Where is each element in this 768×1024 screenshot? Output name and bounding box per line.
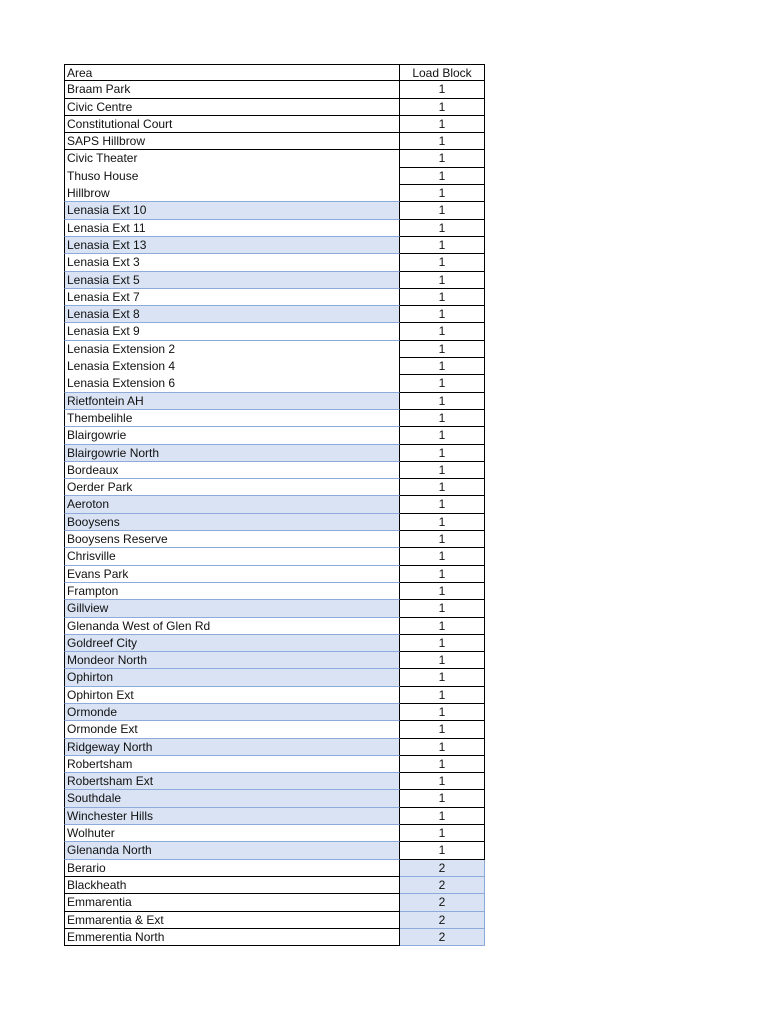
area-cell: Goldreef City: [64, 634, 400, 652]
table-row: [64, 669, 485, 686]
area-cell: Rietfontein AH: [64, 392, 400, 410]
load-block-table: [64, 64, 485, 946]
table-row: [64, 808, 485, 825]
load-block-cell: 1: [400, 548, 485, 565]
table-row: [64, 548, 485, 565]
table-row: [64, 877, 485, 894]
load-block-cell: 1: [400, 479, 485, 496]
load-block-cell: 1: [400, 237, 485, 254]
load-block-cell: 1: [400, 358, 485, 375]
area-cell: Ridgeway North: [64, 738, 400, 756]
load-block-cell: 1: [400, 687, 485, 704]
area-cell: Blackheath: [64, 877, 400, 894]
area-cell: Lenasia Ext 9: [64, 323, 400, 340]
load-block-cell: 1: [400, 756, 485, 773]
table-row: [64, 929, 485, 946]
load-block-cell: 1: [400, 531, 485, 548]
load-block-cell: 1: [400, 600, 485, 617]
load-block-cell: 1: [400, 773, 485, 790]
area-cell: Oerder Park: [64, 479, 400, 496]
area-cell: Civic Centre: [64, 99, 400, 116]
area-cell: Berario: [64, 860, 400, 877]
table-row: [64, 652, 485, 669]
load-block-cell: 1: [400, 410, 485, 427]
load-block-cell: 1: [400, 81, 485, 98]
area-cell: Lenasia Ext 10: [64, 201, 400, 219]
area-cell: Aeroton: [64, 495, 400, 513]
area-cell: Robertsham: [64, 756, 400, 773]
area-cell: Emmerentia North: [64, 929, 400, 946]
area-cell: Emmarentia: [64, 894, 400, 911]
area-cell: Glenanda North: [64, 841, 400, 859]
load-block-cell: 1: [400, 150, 485, 167]
table-row: [64, 790, 485, 807]
load-block-cell: 1: [400, 825, 485, 842]
load-block-cell: 1: [400, 721, 485, 738]
header-load-block: Load Block: [400, 64, 485, 81]
load-block-cell: 1: [400, 323, 485, 340]
area-cell: Mondeor North: [64, 651, 400, 669]
load-block-cell: 1: [400, 514, 485, 531]
load-block-cell: 1: [400, 704, 485, 721]
area-cell: Frampton: [64, 583, 400, 600]
area-cell: Wolhuter: [64, 825, 400, 842]
area-cell: Robertsham Ext: [64, 772, 400, 790]
load-block-cell: 1: [400, 739, 485, 756]
table-row: [64, 721, 485, 738]
table-row: [64, 739, 485, 756]
table-row: [64, 600, 485, 617]
area-cell: Ophirton Ext: [64, 687, 400, 704]
load-block-cell: 2: [400, 877, 485, 894]
area-cell: Hillbrow: [64, 185, 400, 202]
area-cell: Thembelihle: [64, 410, 400, 427]
area-cell: Lenasia Ext 5: [64, 271, 400, 289]
area-cell: Emmarentia & Ext: [64, 912, 400, 929]
table-row: [64, 185, 485, 202]
table-row: [64, 860, 485, 877]
area-cell: Constitutional Court: [64, 116, 400, 133]
table-row: [64, 479, 485, 496]
table-row: [64, 756, 485, 773]
table-row: [64, 618, 485, 635]
area-cell: Lenasia Ext 7: [64, 289, 400, 306]
load-block-cell: 1: [400, 790, 485, 807]
area-cell: Winchester Hills: [64, 807, 400, 825]
load-block-cell: 2: [400, 860, 485, 877]
table-row: [64, 912, 485, 929]
load-block-cell: 1: [400, 445, 485, 462]
load-block-cell: 1: [400, 220, 485, 237]
table-row: [64, 116, 485, 133]
load-block-cell: 1: [400, 618, 485, 635]
load-block-cell: 1: [400, 566, 485, 583]
load-block-cell: 1: [400, 652, 485, 669]
area-cell: Evans Park: [64, 566, 400, 583]
table-row: [64, 894, 485, 911]
area-cell: Braam Park: [64, 81, 400, 98]
table-row: [64, 531, 485, 548]
load-block-cell: 1: [400, 306, 485, 323]
table-row: [64, 168, 485, 185]
table-row: [64, 306, 485, 323]
table-row: [64, 462, 485, 479]
load-block-cell: 1: [400, 289, 485, 306]
load-block-cell: 1: [400, 393, 485, 410]
load-block-cell: 2: [400, 894, 485, 911]
table-row: [64, 289, 485, 306]
table-row: [64, 272, 485, 289]
table-row: [64, 583, 485, 600]
table-row: [64, 687, 485, 704]
table-row: [64, 410, 485, 427]
header-area: Area: [64, 64, 400, 81]
area-cell: Chrisville: [64, 548, 400, 565]
load-block-cell: 1: [400, 496, 485, 513]
table-row: [64, 133, 485, 150]
area-cell: Booysens: [64, 513, 400, 531]
table-row: [64, 202, 485, 219]
area-cell: Ormonde: [64, 703, 400, 721]
load-block-cell: 1: [400, 116, 485, 133]
area-cell: Lenasia Ext 11: [64, 220, 400, 237]
table-row: [64, 445, 485, 462]
table-row: [64, 635, 485, 652]
table-row: [64, 81, 485, 98]
table-row: [64, 375, 485, 392]
area-cell: Lenasia Extension 2: [64, 341, 400, 358]
area-cell: Thuso House: [64, 168, 400, 185]
load-block-cell: 1: [400, 583, 485, 600]
table-row: [64, 427, 485, 444]
load-block-cell: 1: [400, 272, 485, 289]
area-cell: Gillview: [64, 599, 400, 617]
table-row: [64, 773, 485, 790]
table-row: [64, 514, 485, 531]
table-row: [64, 704, 485, 721]
table-row: [64, 393, 485, 410]
load-block-cell: 2: [400, 912, 485, 929]
table-row: [64, 220, 485, 237]
area-cell: Blairgowrie: [64, 427, 400, 444]
load-block-cell: 1: [400, 427, 485, 444]
table-row: [64, 341, 485, 358]
area-cell: Booysens Reserve: [64, 531, 400, 548]
load-block-cell: 1: [400, 842, 485, 859]
load-block-cell: 1: [400, 635, 485, 652]
table-row: [64, 842, 485, 859]
area-cell: Glenanda West of Glen Rd: [64, 618, 400, 635]
load-block-cell: 1: [400, 375, 485, 392]
area-cell: Southdale: [64, 789, 400, 807]
load-block-cell: 1: [400, 808, 485, 825]
table-row: [64, 496, 485, 513]
table-row: [64, 825, 485, 842]
table-header-row: [64, 64, 485, 81]
table-row: [64, 99, 485, 116]
area-cell: Lenasia Ext 8: [64, 305, 400, 323]
area-cell: Lenasia Ext 13: [64, 236, 400, 254]
load-block-cell: 1: [400, 202, 485, 219]
table-row: [64, 150, 485, 167]
area-cell: Lenasia Ext 3: [64, 254, 400, 271]
load-block-cell: 1: [400, 462, 485, 479]
table-row: [64, 237, 485, 254]
load-block-cell: 1: [400, 185, 485, 202]
load-block-cell: 1: [400, 341, 485, 358]
load-block-cell: 1: [400, 99, 485, 116]
area-cell: Bordeaux: [64, 462, 400, 479]
table-row: [64, 254, 485, 271]
area-cell: Ormonde Ext: [64, 721, 400, 738]
area-cell: Lenasia Extension 4: [64, 358, 400, 375]
load-block-cell: 1: [400, 133, 485, 150]
load-block-cell: 1: [400, 168, 485, 185]
area-cell: Blairgowrie North: [64, 444, 400, 462]
table-body: [64, 81, 485, 946]
table-row: [64, 566, 485, 583]
table-row: [64, 323, 485, 340]
load-block-cell: 1: [400, 669, 485, 686]
area-cell: Lenasia Extension 6: [64, 375, 400, 392]
area-cell: Ophirton: [64, 668, 400, 686]
area-cell: Civic Theater: [64, 150, 400, 167]
load-block-cell: 2: [400, 929, 485, 946]
area-cell: SAPS Hillbrow: [64, 133, 400, 150]
load-block-cell: 1: [400, 254, 485, 271]
table-row: [64, 358, 485, 375]
